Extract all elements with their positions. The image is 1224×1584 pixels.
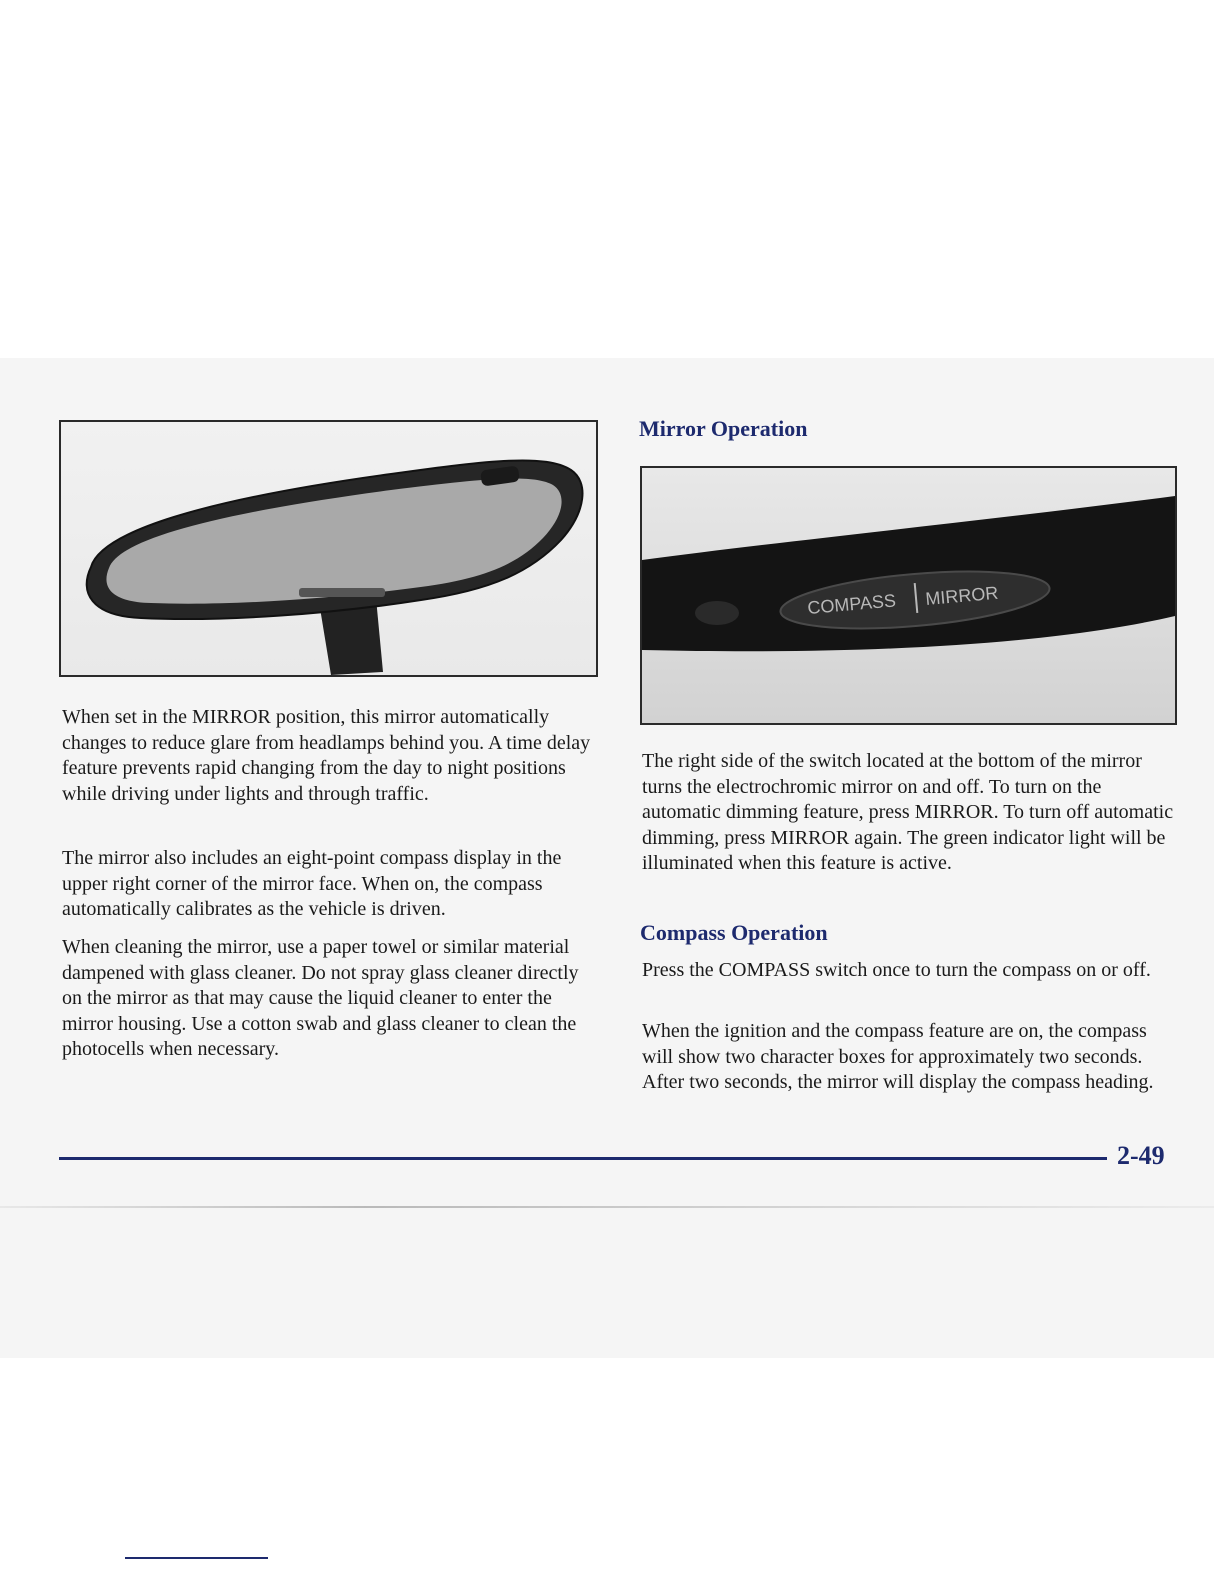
mirror-switch-figure bbox=[640, 466, 1177, 725]
page-number: 2-49 bbox=[1117, 1141, 1165, 1170]
mirror-operation-paragraph: The right side of the switch located at the bottom of the mirror turns the electrochromic mirror on and off. To turn on the automatic dimming feature, press MIRROR. To turn off automatic dimming, press MIRROR again. The green indicator light will be illuminated when this feature is active. bbox=[642, 750, 1174, 875]
mirror-switch-label: MIRROR bbox=[924, 582, 1000, 609]
mirror-switch-closeup bbox=[642, 468, 1175, 723]
indicator-light bbox=[695, 601, 739, 625]
mirror-operation-heading: Mirror Operation bbox=[639, 416, 808, 441]
mirror-switch-strip bbox=[299, 588, 385, 597]
rearview-mirror-figure bbox=[59, 420, 598, 677]
footer-rule bbox=[59, 1157, 1107, 1160]
mirror-position-paragraph: When set in the MIRROR position, this mirror automatically changes to reduce glare from headlamps behind you. A time delay feature prevents rapid changing from the day to night positions while driving under lights and through traffic. bbox=[62, 706, 591, 805]
compass-switch-label: COMPASS bbox=[806, 590, 897, 618]
scan-artifact-line bbox=[0, 1206, 1214, 1208]
compass-heading-paragraph: When the ignition and the compass feature are on, the compass will show two character boxes for approximately two seconds. After two seconds, the mirror will display the compass heading. bbox=[642, 1020, 1154, 1094]
rearview-mirror-illustration bbox=[61, 422, 596, 675]
compass-operation-heading: Compass Operation bbox=[640, 920, 828, 945]
compass-display-paragraph: The mirror also includes an eight-point compass display in the upper right corner of the mirror face. When on, the compass automatically calibrates as the vehicle is driven. bbox=[62, 847, 562, 921]
bottom-link-underline bbox=[125, 1557, 268, 1559]
compass-switch-paragraph: Press the COMPASS switch once to turn the compass on or off. bbox=[642, 959, 1151, 981]
cleaning-paragraph: When cleaning the mirror, use a paper towel or similar material dampened with glass cleaner. Do not spray glass cleaner directly on the mirror as that may cause the liquid cleaner to enter the mirror housing. Use a cotton swab and glass cleaner to clean the photocells when necessary. bbox=[62, 936, 579, 1061]
